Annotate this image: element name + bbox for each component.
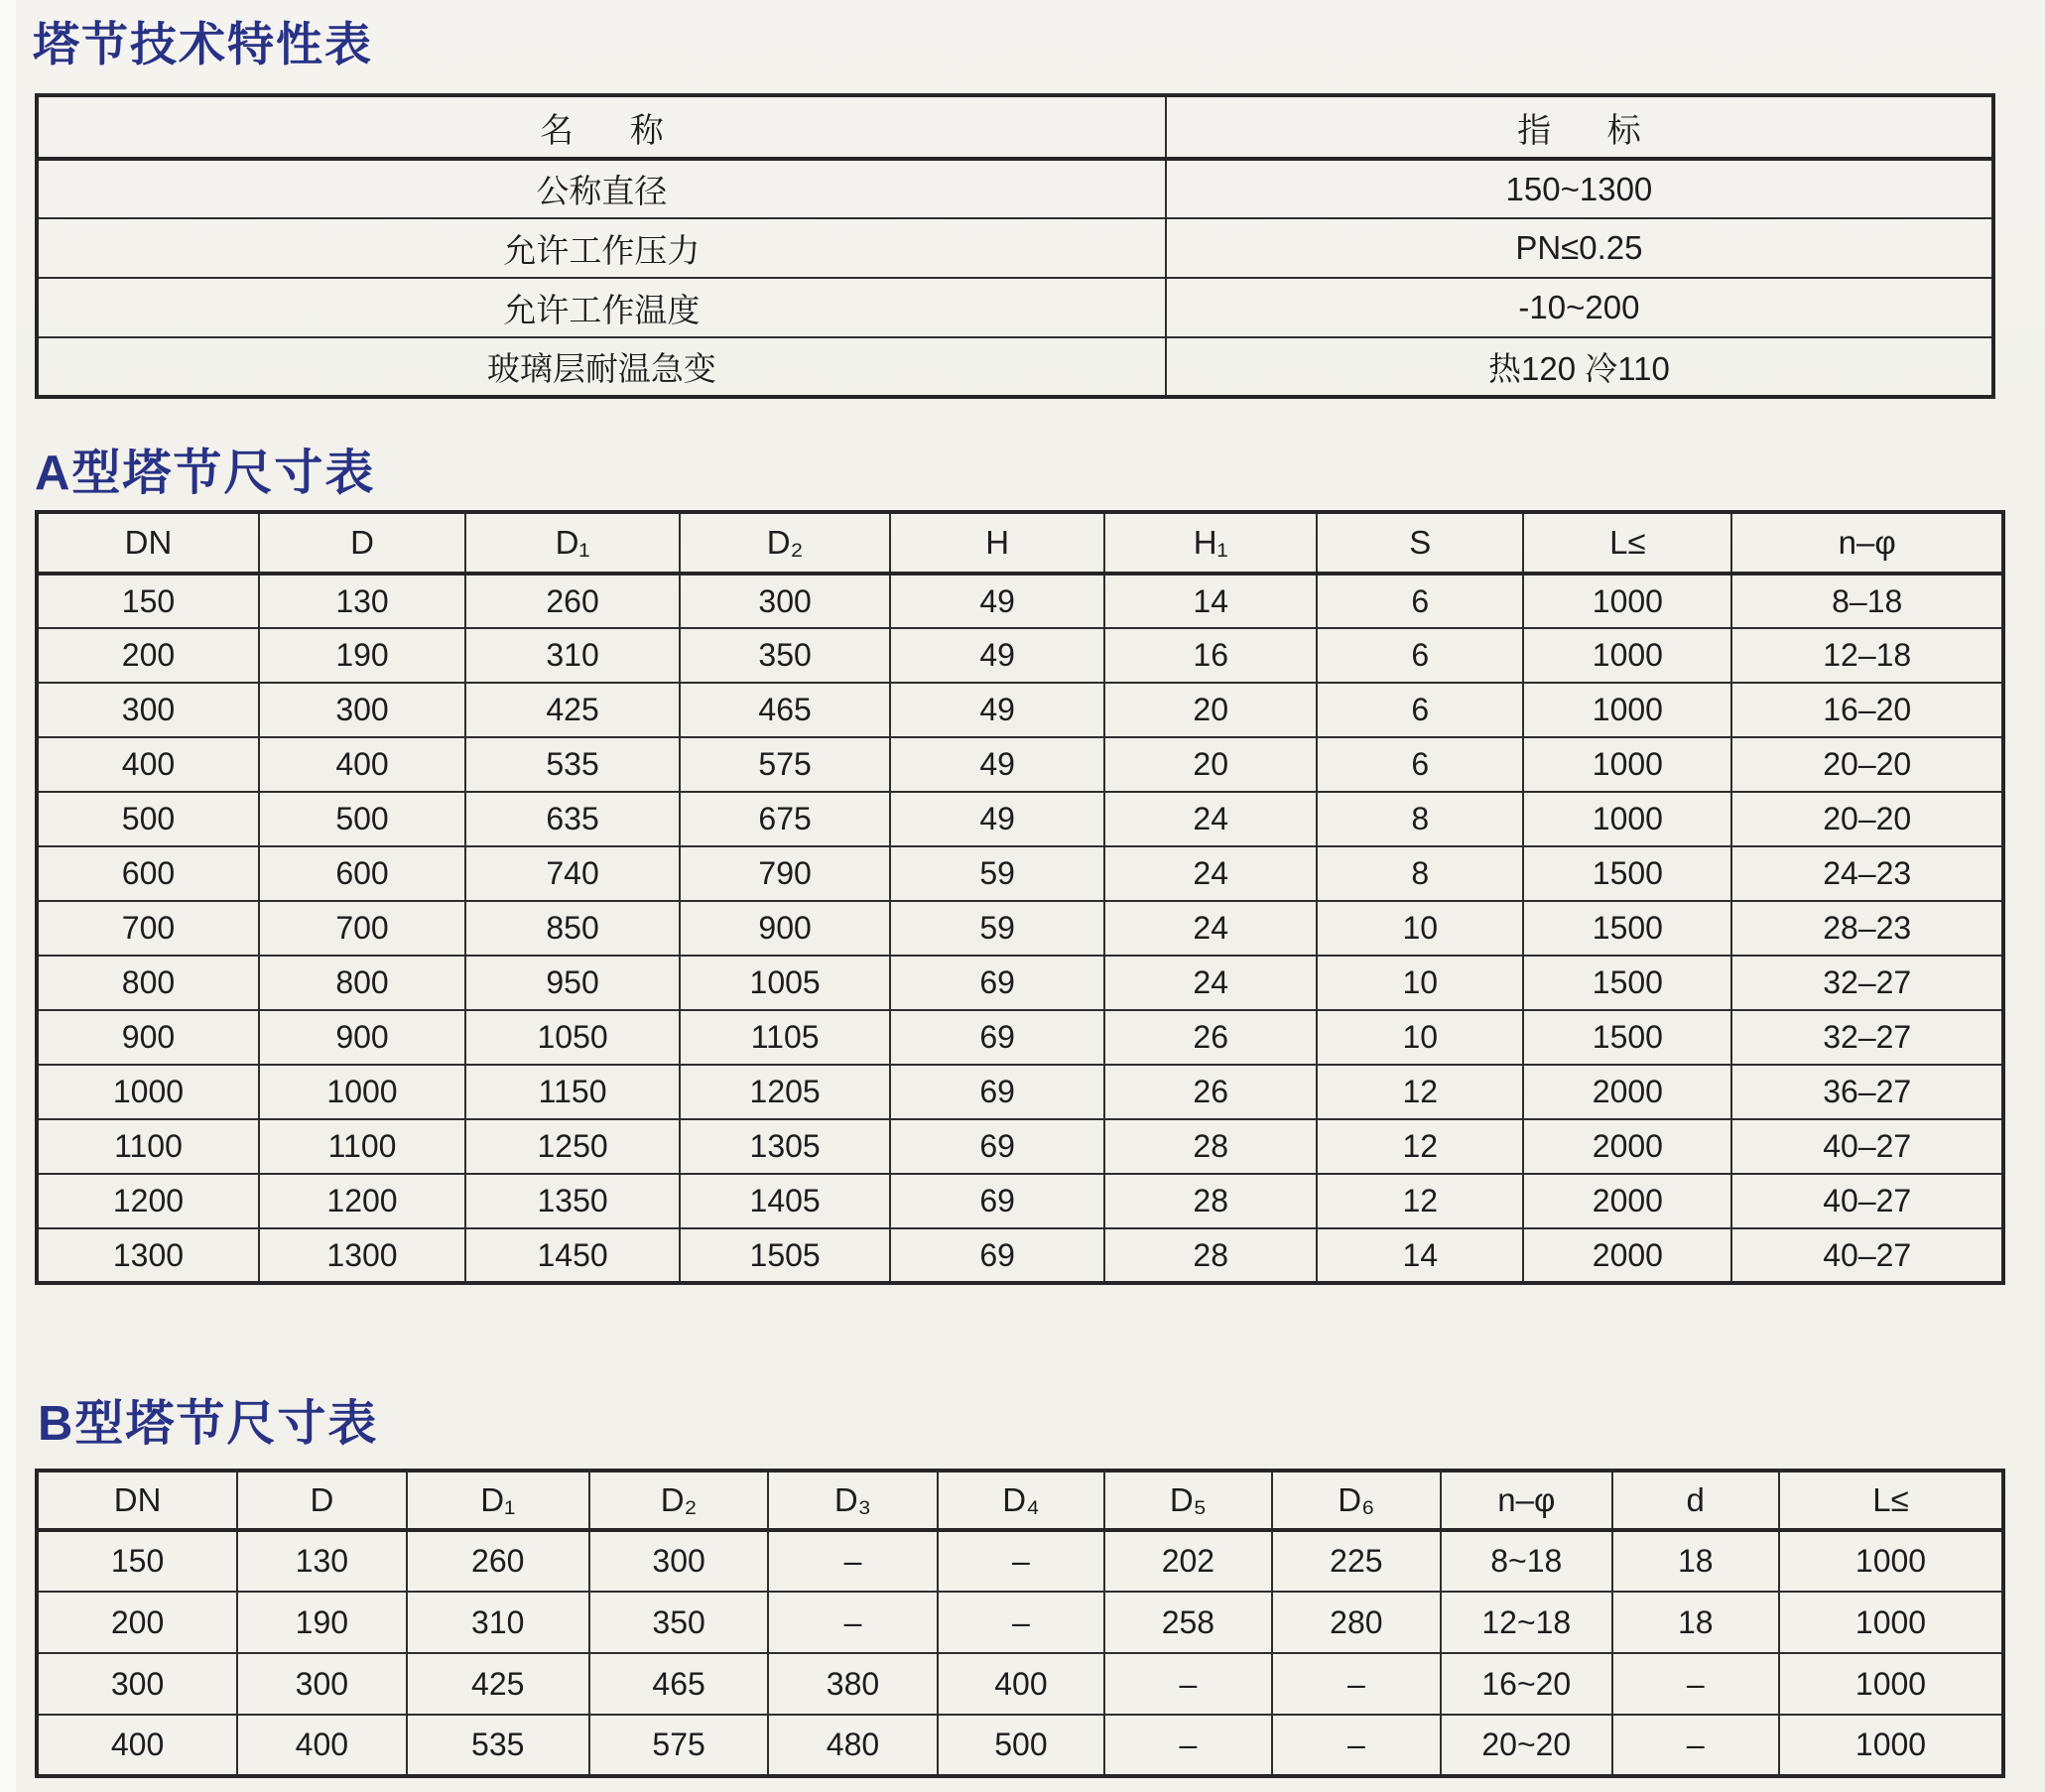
column-header: D₃: [768, 1471, 937, 1530]
table-cell: PN≤0.25: [1166, 218, 1993, 278]
table-cell: 1250: [465, 1119, 680, 1174]
table-cell: 202: [1104, 1530, 1271, 1592]
table-cell: 260: [407, 1530, 589, 1592]
table-cell: 69: [890, 1174, 1104, 1228]
table-cell: 69: [890, 1010, 1104, 1065]
table-cell: 1000: [1523, 737, 1731, 792]
column-header: 名 称: [37, 95, 1166, 159]
type-a-header-row: [37, 512, 2003, 574]
table-cell: 350: [680, 628, 890, 683]
table-cell: –: [938, 1592, 1104, 1653]
table-cell: 24: [1104, 901, 1317, 956]
table-cell: 1050: [465, 1010, 680, 1065]
table-cell: 1200: [37, 1174, 259, 1228]
table-row: [37, 846, 2003, 901]
column-header: D₅: [1104, 1471, 1271, 1530]
table-cell: 69: [890, 1119, 1104, 1174]
table-cell: 380: [768, 1653, 937, 1715]
table-cell: 425: [407, 1653, 589, 1715]
table-cell: 28: [1104, 1119, 1317, 1174]
table-cell: 1000: [1523, 628, 1731, 683]
page-edge: [0, 0, 16, 1792]
table-cell: 2000: [1523, 1065, 1731, 1119]
table-cell: 1100: [37, 1119, 259, 1174]
table-row: [37, 278, 1993, 337]
table-row: [37, 1653, 2003, 1715]
table-cell: 130: [259, 574, 465, 628]
table-cell: –: [1104, 1715, 1271, 1776]
table-cell: –: [1104, 1653, 1271, 1715]
type-b-dimension-table: [35, 1469, 2005, 1778]
column-header: D₂: [589, 1471, 768, 1530]
table-cell: 28: [1104, 1228, 1317, 1283]
table-cell: 1105: [680, 1010, 890, 1065]
table-cell: 850: [465, 901, 680, 956]
column-header: L≤: [1779, 1471, 2003, 1530]
table-row: [37, 1065, 2003, 1119]
spec-table-body: [37, 159, 1993, 397]
table-cell: 1205: [680, 1065, 890, 1119]
table-cell: 24: [1104, 956, 1317, 1010]
column-header: L≤: [1523, 512, 1731, 574]
table-row: [37, 159, 1993, 218]
table-cell: 1505: [680, 1228, 890, 1283]
table-cell: 69: [890, 956, 1104, 1010]
table-row: [37, 1119, 2003, 1174]
table-cell: 225: [1272, 1530, 1441, 1592]
table-cell: 675: [680, 792, 890, 846]
table-cell: 130: [237, 1530, 406, 1592]
table-cell: 1500: [1523, 956, 1731, 1010]
table-row: [37, 956, 2003, 1010]
table-cell: 310: [465, 628, 680, 683]
table-cell: 535: [465, 737, 680, 792]
table-cell: 16–20: [1731, 683, 2003, 737]
table-cell: –: [1272, 1715, 1441, 1776]
spec-table-header-row: [37, 95, 1993, 159]
table-cell: 300: [589, 1530, 768, 1592]
spec-table-title: 塔节技术特性表: [33, 18, 373, 70]
table-cell: 1000: [37, 1065, 259, 1119]
table-cell: 69: [890, 1065, 1104, 1119]
table-cell: 18: [1612, 1592, 1779, 1653]
table-cell: 300: [680, 574, 890, 628]
column-header: d: [1612, 1471, 1779, 1530]
table-row: [37, 1715, 2003, 1776]
table-cell: 1005: [680, 956, 890, 1010]
table-cell: 400: [37, 737, 259, 792]
table-cell: 300: [259, 683, 465, 737]
table-cell: 300: [37, 683, 259, 737]
table-cell: 10: [1317, 956, 1523, 1010]
table-cell: –: [1612, 1653, 1779, 1715]
table-cell: 500: [259, 792, 465, 846]
table-cell: 150~1300: [1166, 159, 1993, 218]
table-cell: 6: [1317, 628, 1523, 683]
table-cell: 49: [890, 683, 1104, 737]
column-header: D₁: [407, 1471, 589, 1530]
table-cell: 20–20: [1731, 792, 2003, 846]
table-cell: 59: [890, 846, 1104, 901]
table-cell: 1350: [465, 1174, 680, 1228]
table-cell: 350: [589, 1592, 768, 1653]
table-cell: 28–23: [1731, 901, 2003, 956]
table-cell: –: [768, 1530, 937, 1592]
table-cell: 69: [890, 1228, 1104, 1283]
table-cell: 1000: [1779, 1592, 2003, 1653]
table-cell: 32–27: [1731, 956, 2003, 1010]
table-cell: 1450: [465, 1228, 680, 1283]
table-cell: 12: [1317, 1174, 1523, 1228]
table-cell: 150: [37, 1530, 237, 1592]
table-cell: 500: [37, 792, 259, 846]
table-cell: 1405: [680, 1174, 890, 1228]
table-cell: 400: [938, 1653, 1104, 1715]
table-cell: 740: [465, 846, 680, 901]
table-cell: 8: [1317, 792, 1523, 846]
table-cell: 300: [237, 1653, 406, 1715]
table-cell: 950: [465, 956, 680, 1010]
table-cell: 2000: [1523, 1174, 1731, 1228]
table-cell: 600: [259, 846, 465, 901]
column-header: H₁: [1104, 512, 1317, 574]
table-cell: 280: [1272, 1592, 1441, 1653]
table-cell: 575: [589, 1715, 768, 1776]
type-b-table-body: [37, 1530, 2003, 1776]
table-cell: 20: [1104, 737, 1317, 792]
table-row: [37, 1592, 2003, 1653]
type-b-header-row: [37, 1471, 2003, 1530]
table-cell: 10: [1317, 901, 1523, 956]
column-header: n–φ: [1441, 1471, 1611, 1530]
table-cell: –: [938, 1530, 1104, 1592]
table-cell: 480: [768, 1715, 937, 1776]
table-cell: 允许工作温度: [37, 278, 1166, 337]
table-cell: 49: [890, 574, 1104, 628]
table-cell: 800: [37, 956, 259, 1010]
table-cell: 49: [890, 792, 1104, 846]
table-row: [37, 1174, 2003, 1228]
table-cell: 1200: [259, 1174, 465, 1228]
table-cell: 玻璃层耐温急变: [37, 337, 1166, 397]
table-cell: 公称直径: [37, 159, 1166, 218]
type-b-table-title: B型塔节尺寸表: [38, 1397, 379, 1451]
table-cell: 18: [1612, 1530, 1779, 1592]
table-cell: 12~18: [1441, 1592, 1611, 1653]
table-cell: 310: [407, 1592, 589, 1653]
table-cell: 300: [37, 1653, 237, 1715]
table-cell: 49: [890, 628, 1104, 683]
table-row: [37, 792, 2003, 846]
table-row: [37, 574, 2003, 628]
column-header: D₄: [938, 1471, 1104, 1530]
table-cell: 260: [465, 574, 680, 628]
table-cell: 允许工作压力: [37, 218, 1166, 278]
table-cell: 2000: [1523, 1119, 1731, 1174]
table-cell: 6: [1317, 737, 1523, 792]
table-cell: -10~200: [1166, 278, 1993, 337]
table-cell: 8–18: [1731, 574, 2003, 628]
table-cell: 1300: [37, 1228, 259, 1283]
column-header: DN: [37, 1471, 237, 1530]
table-cell: 1500: [1523, 901, 1731, 956]
table-row: [37, 683, 2003, 737]
table-cell: 8: [1317, 846, 1523, 901]
column-header: D: [237, 1471, 406, 1530]
table-cell: 32–27: [1731, 1010, 2003, 1065]
table-cell: –: [1272, 1653, 1441, 1715]
table-cell: 热120 冷110: [1166, 337, 1993, 397]
table-cell: 258: [1104, 1592, 1271, 1653]
table-cell: 190: [259, 628, 465, 683]
table-cell: 24: [1104, 846, 1317, 901]
table-row: [37, 901, 2003, 956]
table-cell: 59: [890, 901, 1104, 956]
table-cell: 1000: [1523, 683, 1731, 737]
table-cell: 1305: [680, 1119, 890, 1174]
table-row: [37, 1228, 2003, 1283]
column-header: DN: [37, 512, 259, 574]
table-cell: 635: [465, 792, 680, 846]
table-cell: 465: [589, 1653, 768, 1715]
table-cell: 400: [259, 737, 465, 792]
table-cell: 400: [37, 1715, 237, 1776]
table-cell: 28: [1104, 1174, 1317, 1228]
table-cell: 20–20: [1731, 737, 2003, 792]
table-cell: –: [1612, 1715, 1779, 1776]
table-cell: 900: [37, 1010, 259, 1065]
column-header: D₂: [680, 512, 890, 574]
spec-table: [35, 93, 1995, 399]
table-cell: 190: [237, 1592, 406, 1653]
table-cell: 24: [1104, 792, 1317, 846]
table-cell: 575: [680, 737, 890, 792]
table-cell: 1000: [1779, 1653, 2003, 1715]
type-a-table-title: A型塔节尺寸表: [35, 447, 376, 500]
column-header: D₁: [465, 512, 680, 574]
table-cell: 1300: [259, 1228, 465, 1283]
table-cell: 6: [1317, 683, 1523, 737]
table-cell: 200: [37, 1592, 237, 1653]
table-cell: 26: [1104, 1010, 1317, 1065]
column-header: H: [890, 512, 1104, 574]
table-cell: 12: [1317, 1119, 1523, 1174]
table-cell: 200: [37, 628, 259, 683]
table-row: [37, 1530, 2003, 1592]
table-cell: 20: [1104, 683, 1317, 737]
table-cell: 790: [680, 846, 890, 901]
table-cell: 36–27: [1731, 1065, 2003, 1119]
table-cell: –: [768, 1592, 937, 1653]
table-cell: 1000: [1779, 1530, 2003, 1592]
table-cell: 8~18: [1441, 1530, 1611, 1592]
table-row: [37, 218, 1993, 278]
table-cell: 465: [680, 683, 890, 737]
table-cell: 14: [1104, 574, 1317, 628]
column-header: D₆: [1272, 1471, 1441, 1530]
table-cell: 14: [1317, 1228, 1523, 1283]
type-a-table-body: [37, 574, 2003, 1283]
table-cell: 24–23: [1731, 846, 2003, 901]
column-header: D: [259, 512, 465, 574]
table-row: [37, 337, 1993, 397]
table-cell: 1000: [1523, 574, 1731, 628]
table-cell: 1100: [259, 1119, 465, 1174]
table-cell: 26: [1104, 1065, 1317, 1119]
table-cell: 1000: [1523, 792, 1731, 846]
table-cell: 12: [1317, 1065, 1523, 1119]
table-cell: 6: [1317, 574, 1523, 628]
table-cell: 700: [259, 901, 465, 956]
type-a-dimension-table: [35, 510, 2005, 1285]
table-cell: 20~20: [1441, 1715, 1611, 1776]
table-cell: 535: [407, 1715, 589, 1776]
table-cell: 12–18: [1731, 628, 2003, 683]
column-header: n–φ: [1731, 512, 2003, 574]
table-cell: 900: [259, 1010, 465, 1065]
table-cell: 150: [37, 574, 259, 628]
table-row: [37, 1010, 2003, 1065]
table-cell: 400: [237, 1715, 406, 1776]
table-row: [37, 737, 2003, 792]
table-cell: 40–27: [1731, 1119, 2003, 1174]
table-cell: 2000: [1523, 1228, 1731, 1283]
table-cell: 1500: [1523, 1010, 1731, 1065]
table-cell: 700: [37, 901, 259, 956]
table-cell: 1500: [1523, 846, 1731, 901]
table-cell: 500: [938, 1715, 1104, 1776]
column-header: 指 标: [1166, 95, 1993, 159]
table-cell: 40–27: [1731, 1228, 2003, 1283]
table-cell: 40–27: [1731, 1174, 2003, 1228]
table-cell: 425: [465, 683, 680, 737]
table-cell: 16~20: [1441, 1653, 1611, 1715]
table-cell: 800: [259, 956, 465, 1010]
table-cell: 900: [680, 901, 890, 956]
table-cell: 10: [1317, 1010, 1523, 1065]
table-cell: 1000: [259, 1065, 465, 1119]
table-cell: 16: [1104, 628, 1317, 683]
column-header: S: [1317, 512, 1523, 574]
table-cell: 1150: [465, 1065, 680, 1119]
table-row: [37, 628, 2003, 683]
table-cell: 600: [37, 846, 259, 901]
table-cell: 49: [890, 737, 1104, 792]
table-cell: 1000: [1779, 1715, 2003, 1776]
